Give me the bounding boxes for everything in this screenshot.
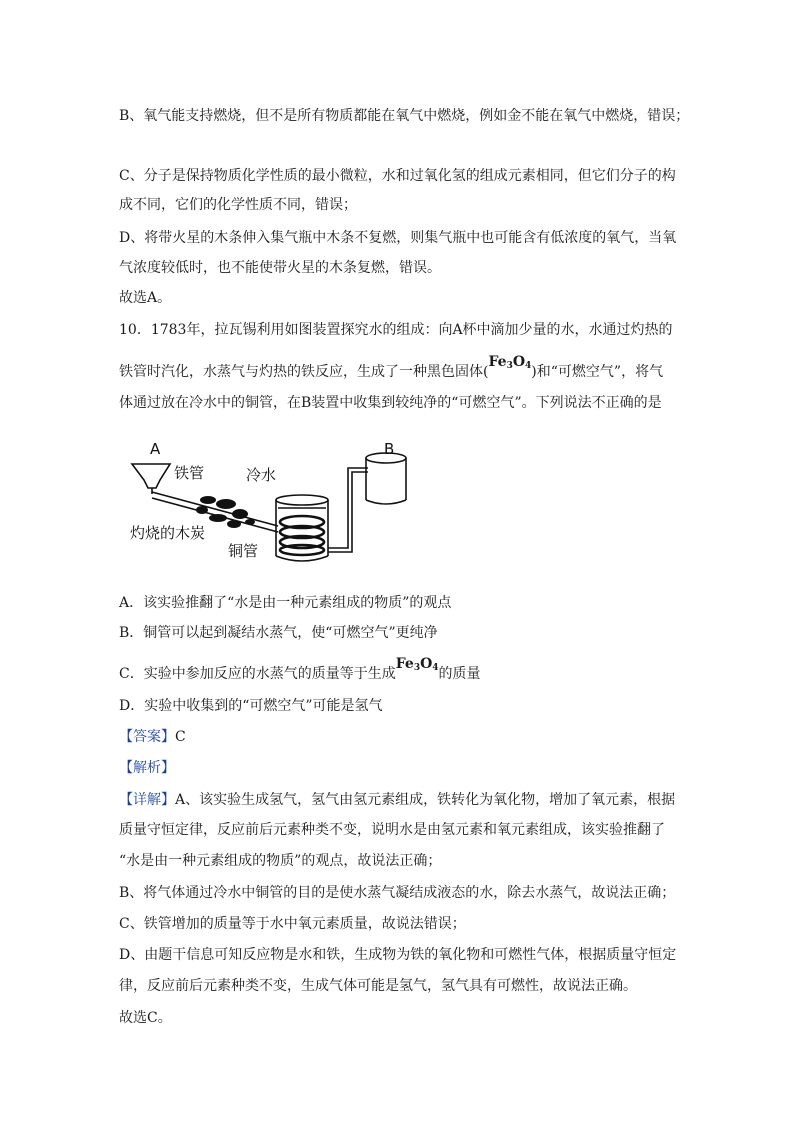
copper-coil	[280, 516, 324, 555]
detail-line1	[119, 790, 675, 810]
option-c-a: C．实验中参加反应的水蒸气的质量等于生成	[119, 666, 396, 682]
outlet-tube	[328, 468, 368, 552]
question-line2-a: 铁管时汽化，水蒸气与灼热的铁反应，生成了一种黑色固体(	[119, 364, 489, 380]
answer-line	[119, 727, 186, 747]
detail-d-line1: D、由题干信息可知反应物是水和铁，生成物为铁的氧化物和可燃性气体，根据质量守恒定	[119, 947, 677, 963]
fe3o4-formula: $Fe_3O_4$	[488, 354, 532, 371]
prev-option-b: B、氧气能支持燃烧，但不是所有物质都能在氧气中燃烧，例如金不能在氧气中燃烧，错误；	[119, 108, 690, 124]
question-line3: 体通过放在冷水中的铜管，在B装置中收集到较纯净的“可燃空气”。下列说法不正确的是	[119, 395, 662, 411]
answer-label: 【答案】	[119, 729, 175, 745]
final-conclusion: 故选C。	[119, 1010, 172, 1026]
option-a: A．该实验推翻了“水是由一种元素组成的物质”的观点	[119, 595, 452, 611]
label-b: B	[384, 440, 395, 458]
label-charcoal: 灼烧的木炭	[130, 524, 206, 542]
detail-line2: 质量守恒定律，反应前后元素种类不变，说明水是由氢元素和氧元素组成，该实验推翻了	[119, 822, 665, 838]
prev-option-c-line2: 成不同，它们的化学性质不同，错误；	[119, 197, 357, 213]
detail-line3: “水是由一种元素组成的物质”的观点，故说法正确；	[119, 853, 442, 869]
detail-d-line2: 律，反应前后元素种类不变，生成气体可能是氢气，氢气具有可燃性，故说法正确。	[119, 978, 637, 994]
detail-c: C、铁管增加的质量等于水中氧元素质量，故说法错误；	[119, 916, 466, 932]
detail-label: 【详解】	[119, 792, 175, 808]
label-a: A	[150, 440, 161, 458]
label-cold-water: 冷水	[246, 466, 277, 484]
prev-conclusion: 故选A。	[119, 290, 172, 306]
label-iron-tube: 铁管	[174, 464, 205, 482]
option-c-b: 的质量	[438, 666, 481, 682]
answer-value: C	[175, 729, 186, 745]
apparatus-diagram	[128, 438, 444, 574]
fe3o4-formula-option: $Fe_3O_4$	[395, 656, 439, 673]
analysis-label: 【解析】	[119, 760, 175, 776]
prev-option-d-line2: 气浓度较低时，也不能使带火星的木条复燃，错误。	[119, 260, 441, 276]
question-line2-b: )和“可燃空气”，将气	[531, 364, 664, 380]
option-b: B．铜管可以起到凝结水蒸气，使“可燃空气”更纯净	[119, 625, 438, 641]
question-line1: 10．1783年，拉瓦锡利用如图装置探究水的组成：向A杯中滴加少量的水，水通过灼热的	[119, 322, 673, 338]
detail-line1-text: A、该实验生成氢气，氢气由氢元素组成，铁转化为氧化物，增加了氧元素，根据	[175, 792, 676, 808]
detail-b: B、将气体通过冷水中铜管的目的是使水蒸气凝结成液态的水，除去水蒸气，故说法正确；	[119, 885, 676, 901]
prev-option-c-line1: C、分子是保持物质化学性质的最小微粒，水和过氧化氢的组成元素相同，但它们分子的构	[119, 168, 676, 184]
collector-b	[366, 453, 406, 504]
label-copper-tube: 铜管	[228, 542, 259, 560]
cup-a	[132, 464, 170, 494]
prev-option-d-line1: D、将带火星的木条伸入集气瓶中木条不复燃，则集气瓶中也可能含有低浓度的氧气，当氧	[119, 230, 677, 246]
question-line2	[119, 354, 664, 386]
option-d: D．实验中收集到的“可燃空气”可能是氢气	[119, 698, 383, 714]
option-c	[119, 656, 481, 688]
